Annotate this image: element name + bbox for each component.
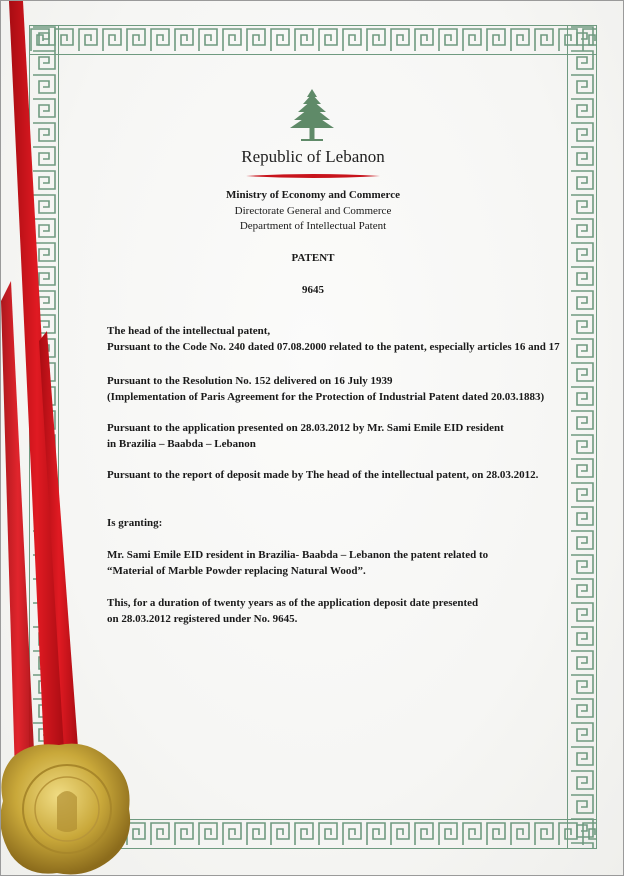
ministry-name: Ministry of Economy and Commerce xyxy=(226,189,400,201)
body-line: The head of the intellectual patent, xyxy=(107,325,271,337)
body-line: in Brazilia – Baabda – Lebanon xyxy=(107,438,256,450)
body-line: Mr. Sami Emile EID resident in Brazilia- Baabda – Lebanon the patent related to xyxy=(107,549,489,561)
title-underline xyxy=(244,171,382,181)
department-name: Department of Intellectual Patent xyxy=(239,220,387,232)
patent-number: 9645 xyxy=(302,284,324,296)
body-line: Pursuant to the report of deposit made by The head of the intellectual patent, on 28.03.2012. xyxy=(107,469,539,481)
cedar-tree-icon xyxy=(287,87,337,143)
body-line: Pursuant to the Code No. 240 dated 07.08.2000 related to the patent, especially articles 16 and 17 xyxy=(107,341,560,353)
body-line: Pursuant to the application presented on 28.03.2012 by Mr. Sami Emile EID resident xyxy=(107,422,504,434)
body-line: (Implementation of Paris Agreement for the Protection of Industrial Patent dated 20.03.1883) xyxy=(107,391,545,403)
granting-line: Is granting: xyxy=(107,517,163,529)
body-line: This, for a duration of twenty years as of the application deposit date presented xyxy=(107,597,479,609)
body-line: on 28.03.2012 registered under No. 9645. xyxy=(107,613,298,625)
wax-seal xyxy=(1,737,137,876)
invention-title: “Material of Marble Powder replacing Natural Wood”. xyxy=(107,565,366,577)
body-line: Pursuant to the Resolution No. 152 delivered on 16 July 1939 xyxy=(107,375,393,387)
document-title: PATENT xyxy=(291,252,335,264)
country-name: Republic of Lebanon xyxy=(241,147,385,166)
directorate-name: Directorate General and Commerce xyxy=(234,205,392,217)
